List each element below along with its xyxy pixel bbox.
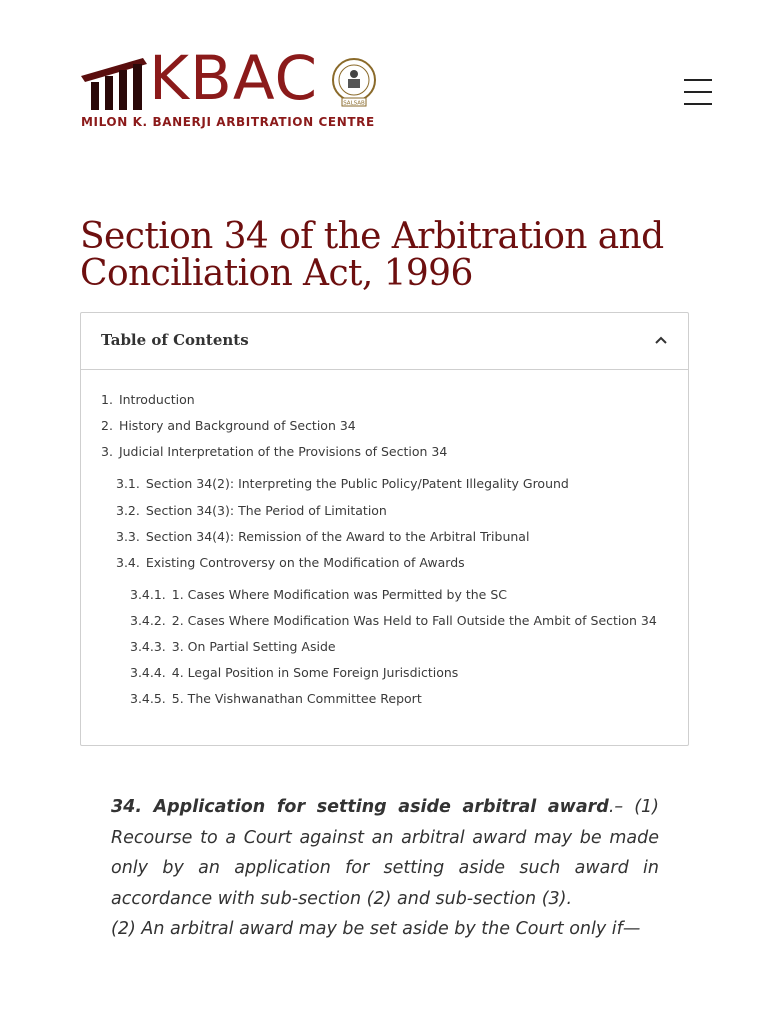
toc-title: Table of Contents (101, 331, 249, 349)
toc-item-modification-outside[interactable]: 3.4.2. 2. Cases Where Modification Was Held to Fall Outside the Ambit of Section 34 (130, 613, 657, 628)
toc-item-limitation[interactable]: 3.2. Section 34(3): The Period of Limitation (116, 503, 387, 518)
toc-item-foreign-jurisdictions[interactable]: 3.4.4. 4. Legal Position in Some Foreign Jurisdictions (130, 665, 459, 680)
toc-item-introduction[interactable]: 1. Introduction (101, 392, 195, 407)
toc-header[interactable] (81, 313, 688, 370)
toc-item-remission[interactable]: 3.3. Section 34(4): Remission of the Award to the Arbitral Tribunal (116, 529, 530, 544)
toc-item-vishwanathan-report[interactable]: 3.4.5. 5. The Vishwanathan Committee Report (130, 691, 422, 706)
toc-item-modification-permitted[interactable]: 3.4.1. 1. Cases Where Modification was Permitted by the SC (130, 587, 507, 602)
emblem-text: SALSAB (343, 100, 365, 107)
chevron-up-icon[interactable] (654, 335, 668, 345)
site-header (0, 0, 768, 180)
toc-item-modification-controversy[interactable]: 3.4. Existing Controversy on the Modification of Awards (116, 555, 465, 570)
page-title: Section 34 of the Arbitration and Conciliation Act, 1996 (80, 216, 664, 294)
toc-item-partial-setting-aside[interactable]: 3.4.3. 3. On Partial Setting Aside (130, 639, 336, 654)
hamburger-menu-icon[interactable] (684, 79, 714, 107)
logo-wordmark: KBAC (149, 43, 319, 114)
pillars-icon (81, 56, 151, 110)
article-paragraph-2: (2) An arbitral award may be set aside by the Court only if— (111, 919, 641, 939)
section-text: .– (1) Recourse to a Court against an arbitral award may be made only by an application for setting aside such award in accordance with sub-section (2) and sub-section (3). (111, 797, 659, 909)
table-of-contents (80, 312, 689, 746)
logo-subtitle: MILON K. BANERJI ARBITRATION CENTRE (81, 115, 375, 129)
toc-item-history[interactable]: 2. History and Background of Section 34 (101, 418, 356, 433)
toc-item-judicial-interpretation[interactable]: 3. Judicial Interpretation of the Provisions of Section 34 (101, 444, 448, 459)
emblem-seal-icon (330, 54, 378, 110)
section-heading: 34. Application for setting aside arbitral award (111, 797, 609, 817)
toc-item-public-policy[interactable]: 3.1. Section 34(2): Interpreting the Public Policy/Patent Illegality Ground (116, 476, 569, 491)
article-paragraph-1 (111, 792, 659, 914)
article-body (111, 792, 659, 945)
site-logo[interactable] (81, 43, 381, 132)
